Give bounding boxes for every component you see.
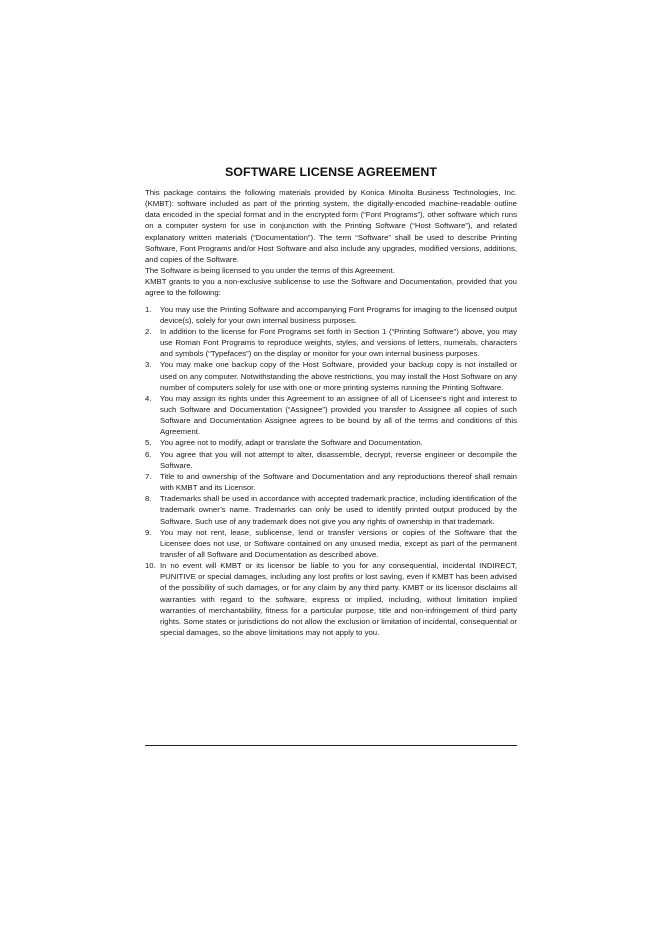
- list-item-text: You may assign its rights under this Agreement to an assignee of all of Licensee’s right and interest to such Software and Documentation (“Assignee”) provided you transfer to Assignee all copies of such Software and Documentation Assignee agrees to be bound by all of the terms and conditions of this Agreement.: [160, 393, 517, 437]
- list-item-text: You agree not to modify, adapt or translate the Software and Documentation.: [160, 438, 423, 448]
- intro-paragraph: This package contains the following materials provided by Konica Minolta Business Technologies, Inc. (KMBT): software included as part of the printing system, the digitally-encoded machine-readable outline data encoded in the special format and in the encrypted form (“Font Programs”), other software which runs on a computer system for use in conjunction with the Printing Software (“Host Software”), and related explanatory written materials (“Documentation”). The term “Software” shall be used to describe Printing Software, Font Programs and/or Host Software and also include any upgrades, modified versions, additions, and copies of the Software.: [145, 188, 517, 264]
- page-title: SOFTWARE LICENSE AGREEMENT: [224, 165, 438, 179]
- list-item: [145, 560, 517, 638]
- list-item: [145, 493, 517, 526]
- list-item-number: 10.: [145, 561, 156, 571]
- list-item: [145, 471, 517, 493]
- list-item: [145, 449, 517, 471]
- list-item-number: 5.: [145, 438, 152, 448]
- list-item: [145, 359, 517, 392]
- list-item-number: 2.: [145, 326, 152, 336]
- list-item-number: 1.: [145, 304, 152, 314]
- list-item-text: Trademarks shall be used in accordance with accepted trademark practice, including identification of the trademark owner’s name. Trademarks can only be used to identify printed output produced by the Software. Such use of any trademark does not give you any rights of ownership in that trademark.: [160, 494, 517, 526]
- list-item: [145, 304, 517, 326]
- list-item: [145, 437, 517, 448]
- list-item-text: You may use the Printing Software and accompanying Font Programs for imaging to the licensed output device(s), solely for your own internal business purposes.: [160, 304, 517, 325]
- list-item-text: In addition to the license for Font Programs set forth in Section 1 (“Printing Software”) above, you may use Roman Font Programs to reproduce weights, styles, and versions of letters, numerals, characters and symbols (“Typefaces”) on the display or monitor for your own internal business purposes.: [160, 326, 517, 359]
- list-item-number: 8.: [145, 494, 152, 504]
- list-item-number: 3.: [145, 360, 152, 370]
- list-item-number: 9.: [145, 527, 152, 537]
- agreement-body: [145, 187, 517, 638]
- list-item: [145, 527, 517, 560]
- list-item-text: Title to and ownership of the Software and Documentation and any reproductions thereof shall remain with KMBT and its Licensor.: [160, 471, 517, 493]
- list-item-text: You agree that you will not attempt to alter, disassemble, decrypt, reverse engineer or decompile the Software.: [160, 449, 517, 470]
- list-item-number: 4.: [145, 393, 152, 403]
- list-item: [145, 326, 517, 359]
- list-item-text: You may not rent, lease, sublicense, lend or transfer versions or copies of the Software that the Licensee does not use, or Software contained on any unused media, except as part of the permanent transfer of all Software and Documentation as described above.: [160, 527, 517, 559]
- footer-divider: [145, 745, 517, 746]
- list-item-number: 6.: [145, 449, 152, 459]
- list-item-text: You may make one backup copy of the Host Software, provided your backup copy is not installed or used on any computer. Notwithstanding the above restrictions, you may install the Host Software on any number of computers solely for use with one or more printing systems running the Printing Software.: [160, 360, 517, 392]
- terms-list: [145, 304, 517, 639]
- list-item-number: 7.: [145, 471, 152, 481]
- list-item: [145, 393, 517, 438]
- intro-paragraph: The Software is being licensed to you under the terms of this Agreement.: [145, 266, 395, 276]
- list-item-text: In no event will KMBT or its licensor be liable to you for any consequential, incidental INDIRECT, PUNITIVE or special damages, including any lost profits or lost saving, even if KMBT has been advised of the possibility of such damages, or for any claim by any third party. KMBT or its licensor disclaims all warranties with regard to the software, express or implied, including, without limitation implied warranties of merchantability, fitness for a particular purpose, title and non-infringement of third party rights. Some states or jurisdictions do not allow the exclusion or limitation of incidental, consequential or special damages, so the above limitations may not apply to you.: [160, 561, 517, 638]
- intro-paragraph: KMBT grants to you a non-exclusive sublicense to use the Software and Documentation, provided that you agree to the following:: [145, 277, 517, 298]
